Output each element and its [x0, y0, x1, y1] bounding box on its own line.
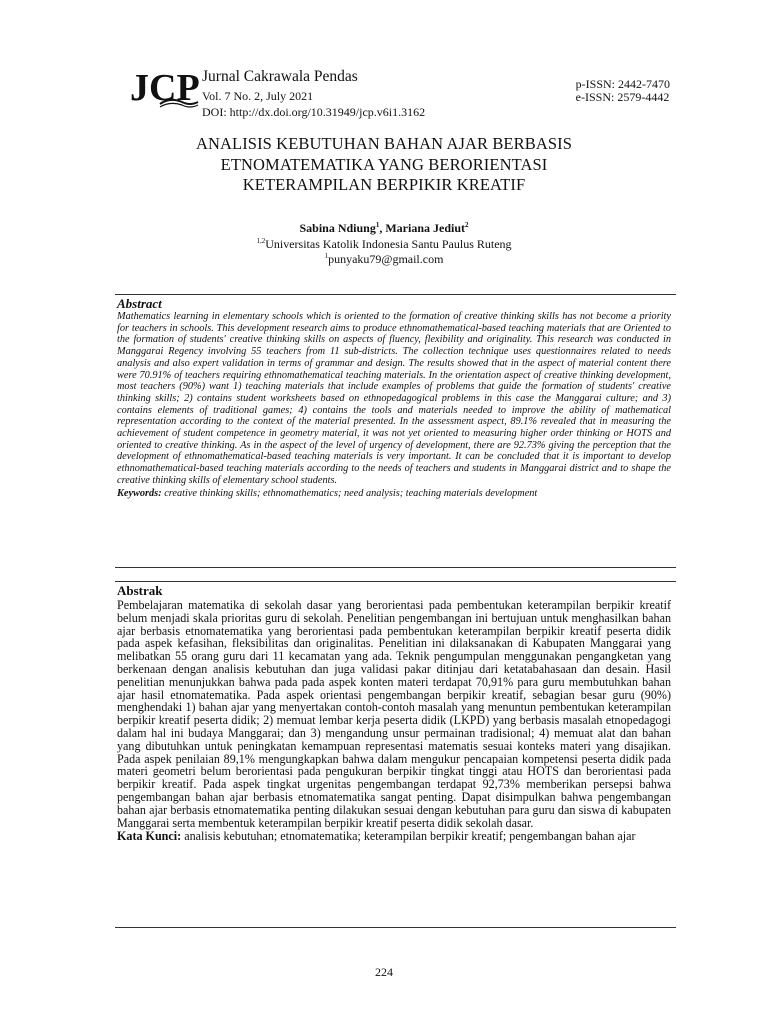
email-superscript: 1: [324, 252, 329, 260]
keywords-text: creative thinking skills; ethnomathematics; need analysis; teaching materials development: [161, 487, 538, 499]
keywords-label: Keywords:: [117, 487, 162, 499]
abstract-bottom-rule: [115, 567, 676, 568]
journal-volume: Vol. 7 No. 2, July 2021: [202, 89, 314, 103]
journal-name: Jurnal Cakrawala Pendas: [202, 68, 358, 85]
kata-kunci-text: analisis kebutuhan; etnomatematika; keterampilan berpikir kreatif; pengembangan bahan ajar: [181, 829, 636, 844]
p-issn: p-ISSN: 2442-7470: [575, 77, 670, 91]
abstrak-keywords: [117, 830, 671, 843]
journal-header: [130, 68, 675, 124]
e-issn: e-ISSN: 2579-4442: [575, 90, 670, 104]
abstract-top-rule: [115, 294, 676, 295]
author-list: [100, 221, 668, 236]
abstract-body: [117, 311, 671, 499]
journal-doi[interactable]: DOI: http://dx.doi.org/10.31949/jcp.v6i1.3162: [202, 105, 426, 119]
issn-block: [576, 78, 670, 104]
abstrak-text: Pembelajaran matematika di sekolah dasar yang berorientasi pada pembentukan keterampilan berpikir kreatif belum menjadi skala prioritas guru di sekolah. Penelitian pengembangan ini bertujuan untuk menghasilkan bahan ajar berbasis etnomatematika yang berorientasi pada pembentukan keterampilan berpikir kreatif peserta didik pada aspek kefasihan, fleksibilitas dan originalitas. Penelitian ini dilaksanakan di Kabupaten Manggarai yang melibatkan 55 orang guru dari 11 kecamatan yang ada. Teknik pengumpulan menggunakan pengangketan yang berkenaan dengan analisis kebutuhan dan juga validasi pakar ditinjau dari ketatabahasaan dan desain. Hasil penelitian menunjukkan bahwa pada pada aspek konten materi terdapat 70,91% para guru membutuhkan bahan ajar hasil etnomatematika. Pada aspek orientasi pengembangan berpikir kreatif, sebagian besar guru (90%) menghendaki 1) bahan ajar yang menyertakan contoh-contoh masalah yang menuntun pembentukan keterampilan berpikir kreatif peserta didik; 2) memuat lembar kerja peserta didik (LKPD) yang berbasis masalah etnopedagogi dalam hal ini budaya Manggarai; dan 3) mengandung unsur permainan tradisional; 4) memuat alat dan bahan yang dibutuhkan untuk peningkatan kemampuan representasi matematis sesuai konteks materi yang disajikan. Pada aspek penilaian 89,1% mengungkapkan bahwa dalam mengukur pencapaian kompetensi peserta didik pada materi geometri belum berorientasi pada pengukuran berpikir tingkat tinggi atau HOTS dan berorientasi pada berpikir kreatif. Pada aspek tingkat urgenitas pengembangan terdapat 92,73% memberikan persepsi bahwa pengembangan bahan ajar berbasis etnomatematika sangat penting. Dapat disimpulkan bahwa pengembangan bahan ajar berbasis etnomatematika penting dilakukan sesuai dengan kebutuhan para guru dan siswa di kabupaten Manggarai serta membentuk keterampilan berpikir kreatif peserta didik sekolah dasar.: [117, 598, 671, 830]
abstract-heading: Abstract: [117, 296, 162, 311]
author-separator: ,: [379, 221, 386, 235]
author-name: Sabina Ndiung: [299, 221, 376, 235]
abstract-text: Mathematics learning in elementary schools which is oriented to the formation of creative thinking skills has not become a priority for teachers in schools. This development research aims to produce ethnomathematical-based teaching materials that are Oriented to the formation of students' creative thinking skills on aspects of fluency, flexibility and originality. This research was conducted in Manggarai Regency involving 55 teachers from 11 sub-districts. The collection technique uses questionnaires related to needs analysis and also expert validation in terms of grammar and design. The results showed that in the aspect of material content there were 70.91% of teachers requiring ethnomathematical teaching materials. In the orientation aspect of creative thinking development, most teachers (90%) want 1) teaching materials that include examples of problems that guide the formation of students' creative thinking skills; 2) contains student worksheets based on ethnopedagogical problems in this case the Manggarai culture; and 3) contains elements of traditional games; 4) contains the tools and materials needed to improve the ability of mathematical representation according to the context of the material presented. In the assessment aspect, 89.1% revealed that in measuring the achievement of student competence in geometry material, it was not yet oriented to measuring higher order thinking or HOTS and oriented to creative thinking. As in the aspect of the level of urgency of development, there are 92.73% giving the perception that the development of ethnomathematical-based teaching materials is very important. It can be concluded that it is important to develop ethnomathematical-based teaching materials according to the needs of teachers and students in Manggarai district and to shape the creative thinking skills of elementary school students.: [117, 311, 671, 486]
author-name: Mariana Jediut: [385, 221, 466, 235]
abstrak-body: [117, 599, 671, 843]
title-line: ETNOMATEMATIKA YANG BERORIENTASI: [220, 154, 548, 174]
affiliation-text: Universitas Katolik Indonesia Santu Paulus Ruteng: [265, 237, 512, 251]
abstrak-heading: Abstrak: [117, 583, 163, 598]
author-superscript: 2: [465, 221, 469, 229]
title-line: KETERAMPILAN BERPIKIR KREATIF: [242, 175, 526, 194]
abstrak-bottom-rule: [115, 927, 676, 928]
page-number: 224: [375, 965, 393, 979]
abstract-keywords: [117, 488, 671, 500]
svg-text:JCP: JCP: [130, 67, 200, 109]
abstrak-top-rule: [115, 581, 676, 582]
journal-logo: [130, 66, 200, 112]
author-email: [100, 252, 668, 267]
title-line: ANALISIS KEBUTUHAN BAHAN AJAR BERBASIS: [195, 134, 572, 153]
paper-title: [100, 134, 668, 196]
author-superscript: 1: [375, 221, 380, 229]
affiliation-superscript: 1,2: [256, 237, 266, 245]
affiliation: [100, 237, 668, 252]
kata-kunci-label: Kata Kunci:: [117, 829, 182, 844]
email-text[interactable]: punyaku79@gmail.com: [328, 252, 444, 266]
